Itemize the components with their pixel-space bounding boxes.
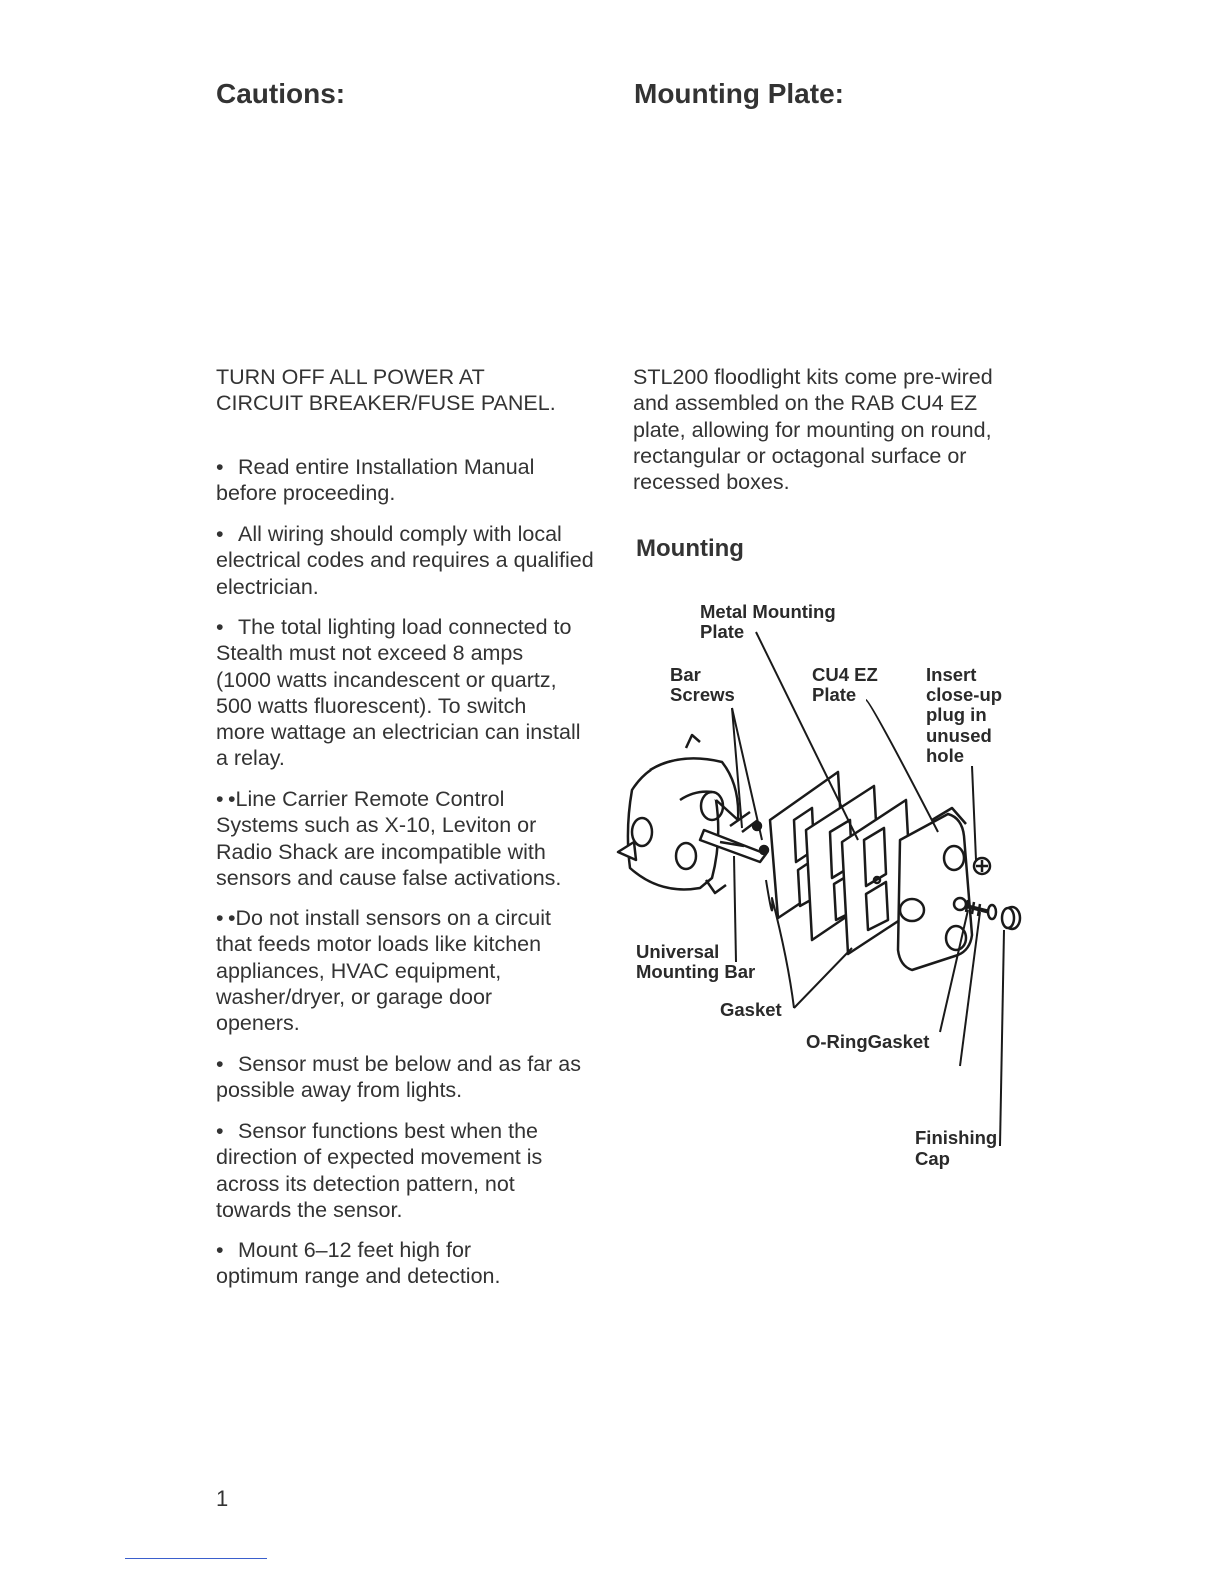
label-insert-plug-2: close-up — [926, 684, 1003, 705]
label-gasket: Gasket — [720, 999, 782, 1020]
label-insert-plug-3: plug in — [926, 704, 987, 725]
mounting-plate-description: STL200 floodlight kits come pre-wired and assembled on the RAB CU4 EZ plate, allowing for mounting on round, rectangular or octagonal surface or recessed boxes. — [633, 365, 993, 495]
bullet-icon: • — [216, 906, 224, 930]
label-metal-mounting-plate: Metal Mounting — [700, 601, 836, 622]
caution-item-text: •Line Carrier Remote Control Systems such as X-10, Leviton or Radio Shack are incompatible with sensors and cause false activations. — [216, 787, 562, 890]
cover-housing-icon — [898, 808, 972, 970]
mounting-plate-heading: Mounting Plate: — [634, 78, 844, 109]
caution-item — [216, 905, 581, 1036]
power-warning-line-1: TURN OFF ALL POWER AT — [216, 365, 485, 389]
caution-item — [216, 786, 581, 891]
close-up-plug-icon — [974, 858, 990, 874]
mounting-diagram — [612, 595, 1032, 1185]
label-insert-plug-5: hole — [926, 745, 965, 766]
label-universal-mounting-bar: Universal — [636, 941, 720, 962]
caution-item — [216, 454, 596, 507]
bullet-icon: • — [216, 1119, 224, 1143]
caution-item-text: Sensor must be below and as far as possible away from lights. — [216, 1052, 581, 1103]
caution-item — [216, 1118, 581, 1223]
caution-item-text: All wiring should comply with local electrical codes and requires a qualified electrician. — [216, 522, 594, 599]
label-o-ring-gasket: O-RingGasket — [806, 1031, 930, 1052]
label-insert-plug-4: unused — [926, 725, 992, 746]
caution-item-text: The total lighting load connected to Stealth must not exceed 8 amps (1000 watts incandescent or quartz, 500 watts fluorescent). To switch more wattage an electrician can install a relay. — [216, 615, 581, 771]
label-bar-screws: Bar — [670, 664, 701, 685]
caution-item — [216, 1237, 546, 1290]
caution-item-text: •Do not install sensors on a circuit that feeds motor loads like kitchen appliances, HVAC equipment, washer/dryer, or garage door openers. — [216, 906, 552, 1036]
label-finishing-cap-2: Cap — [915, 1148, 950, 1169]
junction-box-icon — [618, 735, 738, 893]
label-bar-screws-2: Screws — [670, 684, 735, 705]
bullet-icon: • — [216, 787, 224, 811]
label-metal-mounting-plate-2: Plate — [700, 621, 745, 642]
power-warning — [216, 364, 556, 417]
mounting-heading: Mounting — [636, 535, 744, 562]
caution-item — [216, 1051, 581, 1104]
caution-item — [216, 521, 596, 600]
caution-item-text: Mount 6–12 feet high for optimum range and detection. — [216, 1238, 501, 1289]
bullet-icon: • — [216, 455, 224, 479]
label-cu4-ez-plate: CU4 EZ — [812, 664, 878, 685]
caution-item-text: Sensor functions best when the direction of expected movement is across its detection pattern, not towards the sensor. — [216, 1119, 543, 1222]
bullet-icon: • — [216, 522, 224, 546]
footer-rule — [125, 1558, 267, 1559]
caution-item — [216, 614, 581, 772]
bullet-icon: • — [216, 615, 224, 639]
label-universal-mounting-bar-2: Mounting Bar — [636, 961, 756, 982]
label-insert-plug: Insert — [926, 664, 977, 685]
label-cu4-ez-plate-2: Plate — [812, 684, 857, 705]
label-finishing-cap: Finishing — [915, 1127, 998, 1148]
cautions-heading: Cautions: — [216, 78, 346, 109]
bullet-icon: • — [216, 1238, 224, 1262]
finishing-cap-icon — [1002, 907, 1020, 929]
page-number: 1 — [216, 1486, 229, 1511]
power-warning-line-2: CIRCUIT BREAKER/FUSE PANEL. — [216, 391, 556, 416]
caution-item-text: Read entire Installation Manual before proceeding. — [216, 455, 535, 506]
bullet-icon: • — [216, 1052, 224, 1076]
